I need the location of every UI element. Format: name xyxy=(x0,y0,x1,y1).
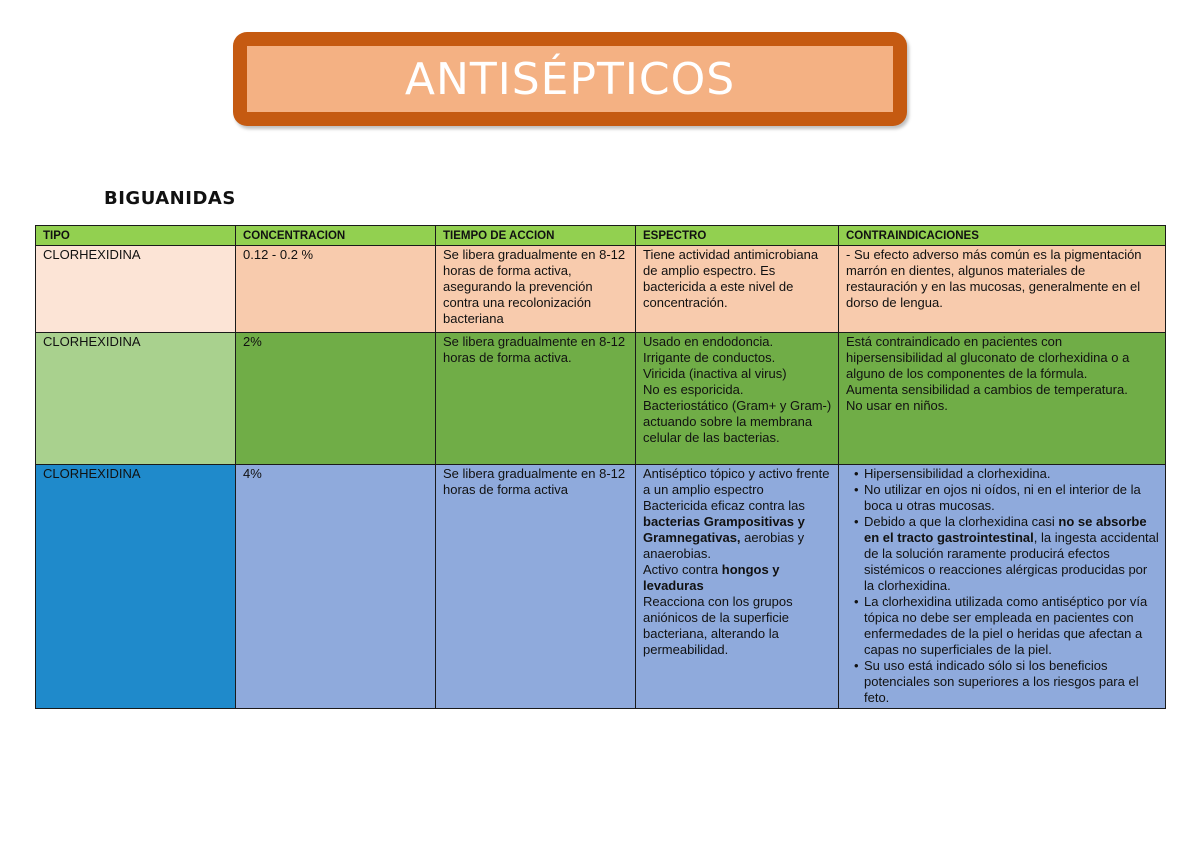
espectro-para: Reacciona con los grupos aniónicos de la superficie bacteriana, alterando la permeabilidad. xyxy=(643,594,793,657)
espectro-bold: hongos y levaduras xyxy=(643,562,780,593)
espectro-line: No es esporicida. xyxy=(643,382,744,397)
header-concentracion: CONCENTRACION xyxy=(236,226,436,246)
espectro-text: Bactericida eficaz contra las xyxy=(643,498,805,513)
table-row xyxy=(36,333,1166,465)
bullet-icon: • xyxy=(854,594,859,609)
contra-bullet-item xyxy=(846,482,1160,514)
table-row xyxy=(36,246,1166,333)
header-espectro: ESPECTRO xyxy=(636,226,839,246)
contra-text: Hipersensibilidad a clorhexidina. xyxy=(864,466,1051,481)
cell-concentracion: 4% xyxy=(236,465,436,709)
section-heading: BIGUANIDAS xyxy=(104,188,236,209)
antiseptics-table xyxy=(35,225,1166,709)
cell-tipo: CLORHEXIDINA xyxy=(36,246,236,333)
contra-line: No usar en niños. xyxy=(846,398,948,413)
cell-tiempo: Se libera gradualmente en 8-12 horas de forma activa, asegurando la prevención contra una recolonización bacteriana xyxy=(436,246,636,333)
espectro-line: Usado en endodoncia. xyxy=(643,334,774,349)
espectro-text: Activo contra xyxy=(643,562,722,577)
header-contraindicaciones: CONTRAINDICACIONES xyxy=(839,226,1166,246)
table-header-row xyxy=(36,226,1166,246)
espectro-para: Antiséptico tópico y activo frente a un amplio espectro xyxy=(643,466,830,497)
title-banner xyxy=(233,32,907,126)
cell-espectro: Tiene actividad antimicrobiana de amplio espectro. Es bactericida a este nivel de concentración. xyxy=(636,246,839,333)
contra-text: Debido a que la clorhexidina casi xyxy=(864,514,1059,529)
espectro-line: Bacteriostático (Gram+ y Gram-) actuando sobre la membrana celular de las bacterias. xyxy=(643,398,832,445)
contra-bullet-item xyxy=(846,514,1160,594)
contra-line: Está contraindicado en pacientes con hipersensibilidad al gluconato de clorhexidina o a alguno de los componentes de la fórmula. xyxy=(846,334,1130,381)
cell-tiempo: Se libera gradualmente en 8-12 horas de forma activa. xyxy=(436,333,636,465)
cell-tiempo: Se libera gradualmente en 8-12 horas de forma activa xyxy=(436,465,636,709)
espectro-para xyxy=(643,562,833,594)
cell-espectro xyxy=(636,333,839,465)
cell-concentracion: 2% xyxy=(236,333,436,465)
cell-tipo: CLORHEXIDINA xyxy=(36,465,236,709)
cell-contraindicaciones: - Su efecto adverso más común es la pigmentación marrón en dientes, algunos materiales de restauración y en las mucosas, generalmente en el dorso de lengua. xyxy=(839,246,1166,333)
bullet-icon: • xyxy=(854,658,859,673)
bullet-icon: • xyxy=(854,482,859,497)
header-tipo: TIPO xyxy=(36,226,236,246)
contra-text: , la ingesta accidental de la solución raramente producirá efectos sistémicos o reacciones alérgicas producidas por la clorhexidina. xyxy=(864,530,1159,593)
page-title: ANTISÉPTICOS xyxy=(404,53,736,105)
contra-bullet-item xyxy=(846,594,1160,658)
cell-contraindicaciones xyxy=(839,465,1166,709)
contra-text: Su uso está indicado sólo si los beneficios potenciales son superiores a los riesgos para el feto. xyxy=(864,658,1139,705)
contra-bullet-item xyxy=(846,466,1160,482)
espectro-line: Irrigante de conductos. xyxy=(643,350,776,365)
contra-text: No utilizar en ojos ni oídos, ni en el interior de la boca u otras mucosas. xyxy=(864,482,1141,513)
espectro-text: aerobias y anaerobias. xyxy=(643,530,805,561)
contra-line: Aumenta sensibilidad a cambios de temperatura. xyxy=(846,382,1128,397)
bullet-icon: • xyxy=(854,514,859,529)
contra-text: La clorhexidina utilizada como antiséptico por vía tópica no debe ser empleada en pacientes con enfermedades de la piel o heridas que afectan a capas no superficiales de la piel. xyxy=(864,594,1148,657)
espectro-line: Viricida (inactiva al virus) xyxy=(643,366,787,381)
bullet-icon: • xyxy=(854,466,859,481)
espectro-bold: bacterias Grampositivas y Gramnegativas, xyxy=(643,514,805,545)
cell-espectro xyxy=(636,465,839,709)
contra-bullet-item xyxy=(846,658,1160,706)
espectro-para xyxy=(643,498,833,562)
title-banner-inner xyxy=(247,46,893,112)
contra-bold: no se absorbe en el tracto gastrointestinal xyxy=(864,514,1147,545)
table-row xyxy=(36,465,1166,709)
header-tiempo: TIEMPO DE ACCION xyxy=(436,226,636,246)
cell-contraindicaciones xyxy=(839,333,1166,465)
cell-tipo: CLORHEXIDINA xyxy=(36,333,236,465)
cell-concentracion: 0.12 - 0.2 % xyxy=(236,246,436,333)
